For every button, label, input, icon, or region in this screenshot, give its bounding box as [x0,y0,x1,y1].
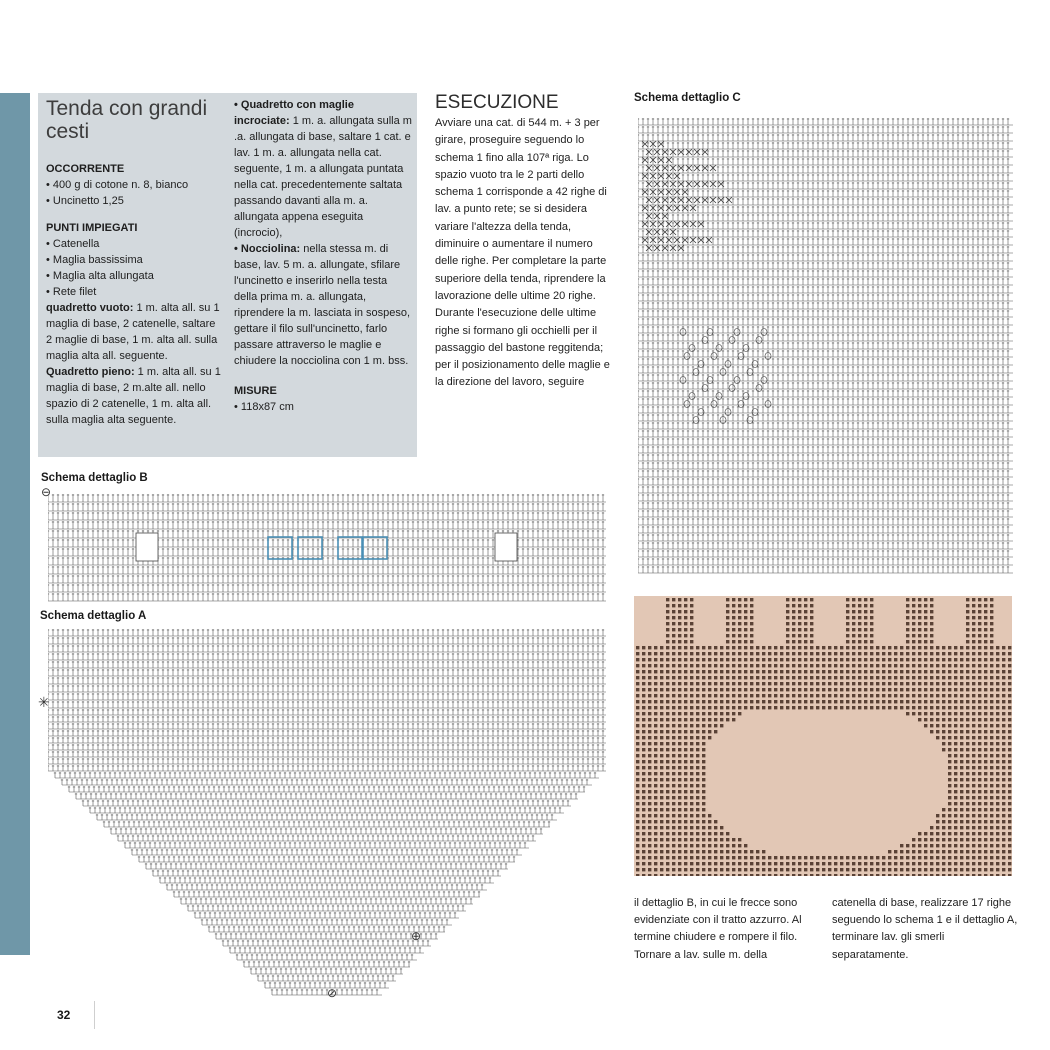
stitches-column [234,97,412,415]
schema-a-label: Schema dettaglio A [40,610,146,622]
term-label: quadretto vuoto: [46,302,133,314]
page-number: 32 [57,1008,70,1022]
schema-c-label: Schema dettaglio C [634,92,741,104]
marker-symbol: ⊕ [411,929,421,943]
bottom-text-1: il dettaglio B, in cui le frecce sono evidenziate con il tratto azzurro. Al termine chiudere e rompere il filo. Tornare a lav. sulle m. della [634,895,824,964]
quadretto-pieno-desc [46,364,224,428]
marker-symbol: ⊖ [41,485,51,499]
lace-pattern-image [634,596,1012,876]
misure-value: • 118x87 cm [234,399,412,415]
material-item: • Uncinetto 1,25 [46,193,224,209]
misure-heading: MISURE [234,383,412,399]
schema-b-label: Schema dettaglio B [41,472,148,484]
term-label: Quadretto pieno: [46,366,135,378]
quadretto-vuoto-desc [46,300,224,364]
schema-c-grid [638,117,1013,577]
material-item: • 400 g di cotone n. 8, bianco [46,177,224,193]
term-label: • Nocciolina: [234,243,300,255]
punti-heading: PUNTI IMPIEGATI [46,220,224,236]
esecuzione-text: Avviare una cat. di 544 m. + 3 per girare, proseguire seguendo lo schema 1 fino alla 107ª riga. Lo spazio vuoto tra le 2 parti dello schema 1 corrisponde a 42 righe di lav. a punto rete; se si desidera variare l'altezza della tenda, diminuire o aumentare il numero delle righe. Per completare la parte superiore della tenda, riprendere la lavorazione delle ultime 20 righe. Durante l'esecuzione delle ultime righe si formano gli occhielli per il passaggio del bastone reggitenda; per il posizionamento delle maglie e la direzione del lavoro, seguire [435,115,615,392]
term-text: nella stessa m. di base, lav. 5 m. a. allungate, sfilare l'uncinetto e inserirlo nella testa della prima m. a. allungata, riprendere la m. lasciata in sospeso, gettare il filo sull'uncinetto, farlo passare attraverso le maglie e chiudere la nocciolina con 1 m. bss. [234,243,410,367]
stitch-item: • Maglia bassissima [46,252,224,268]
materials-column [46,161,224,428]
marker-symbol: ⊘ [327,986,337,1000]
nocciolina-desc [234,241,412,369]
esecuzione-title: ESECUZIONE [435,92,559,114]
page-divider [94,1001,95,1029]
quadretto-incrociato-desc [234,97,412,241]
term-text: 1 m. a. allungata sulla m .a. allungata di base, saltare 1 cat. e lav. 1 m. a. allungata nella cat. seguente, 1 m. a allungata puntata nella cat. precedentemente saltata passando davanti alla m. a. allungata appena eseguita (incrocio), [234,115,412,239]
occorrente-heading: OCCORRENTE [46,161,224,177]
term-text: 1 m. alta all. su 1 maglia di base, 2 m.alte all. nello spazio di 2 catenelle, 1 m. alta all. sulla maglia alta seguente. [46,366,221,426]
stitch-item: • Maglia alta allungata [46,268,224,284]
schema-a-grid [48,628,606,998]
page-title: Tenda con grandi cesti [46,97,226,143]
schema-b-grid [48,493,606,605]
asterisk-marker: ✳ [38,694,50,711]
lace-curtain-photo [634,596,1012,876]
bottom-text-2: catenella di base, realizzare 17 righe seguendo lo schema 1 e il dettaglio A, terminare lav. gli smerli separatamente. [832,895,1022,964]
side-accent-bar [0,93,30,955]
stitch-item: • Catenella [46,236,224,252]
stitch-item: • Rete filet [46,284,224,300]
term-label: • Quadretto con maglie incrociate: [234,99,354,127]
term-text: 1 m. alta all. su 1 maglia di base, 2 catenelle, saltare 2 maglie di base, 1 m. alta all. sulla maglia alta all. seguente. [46,302,220,362]
